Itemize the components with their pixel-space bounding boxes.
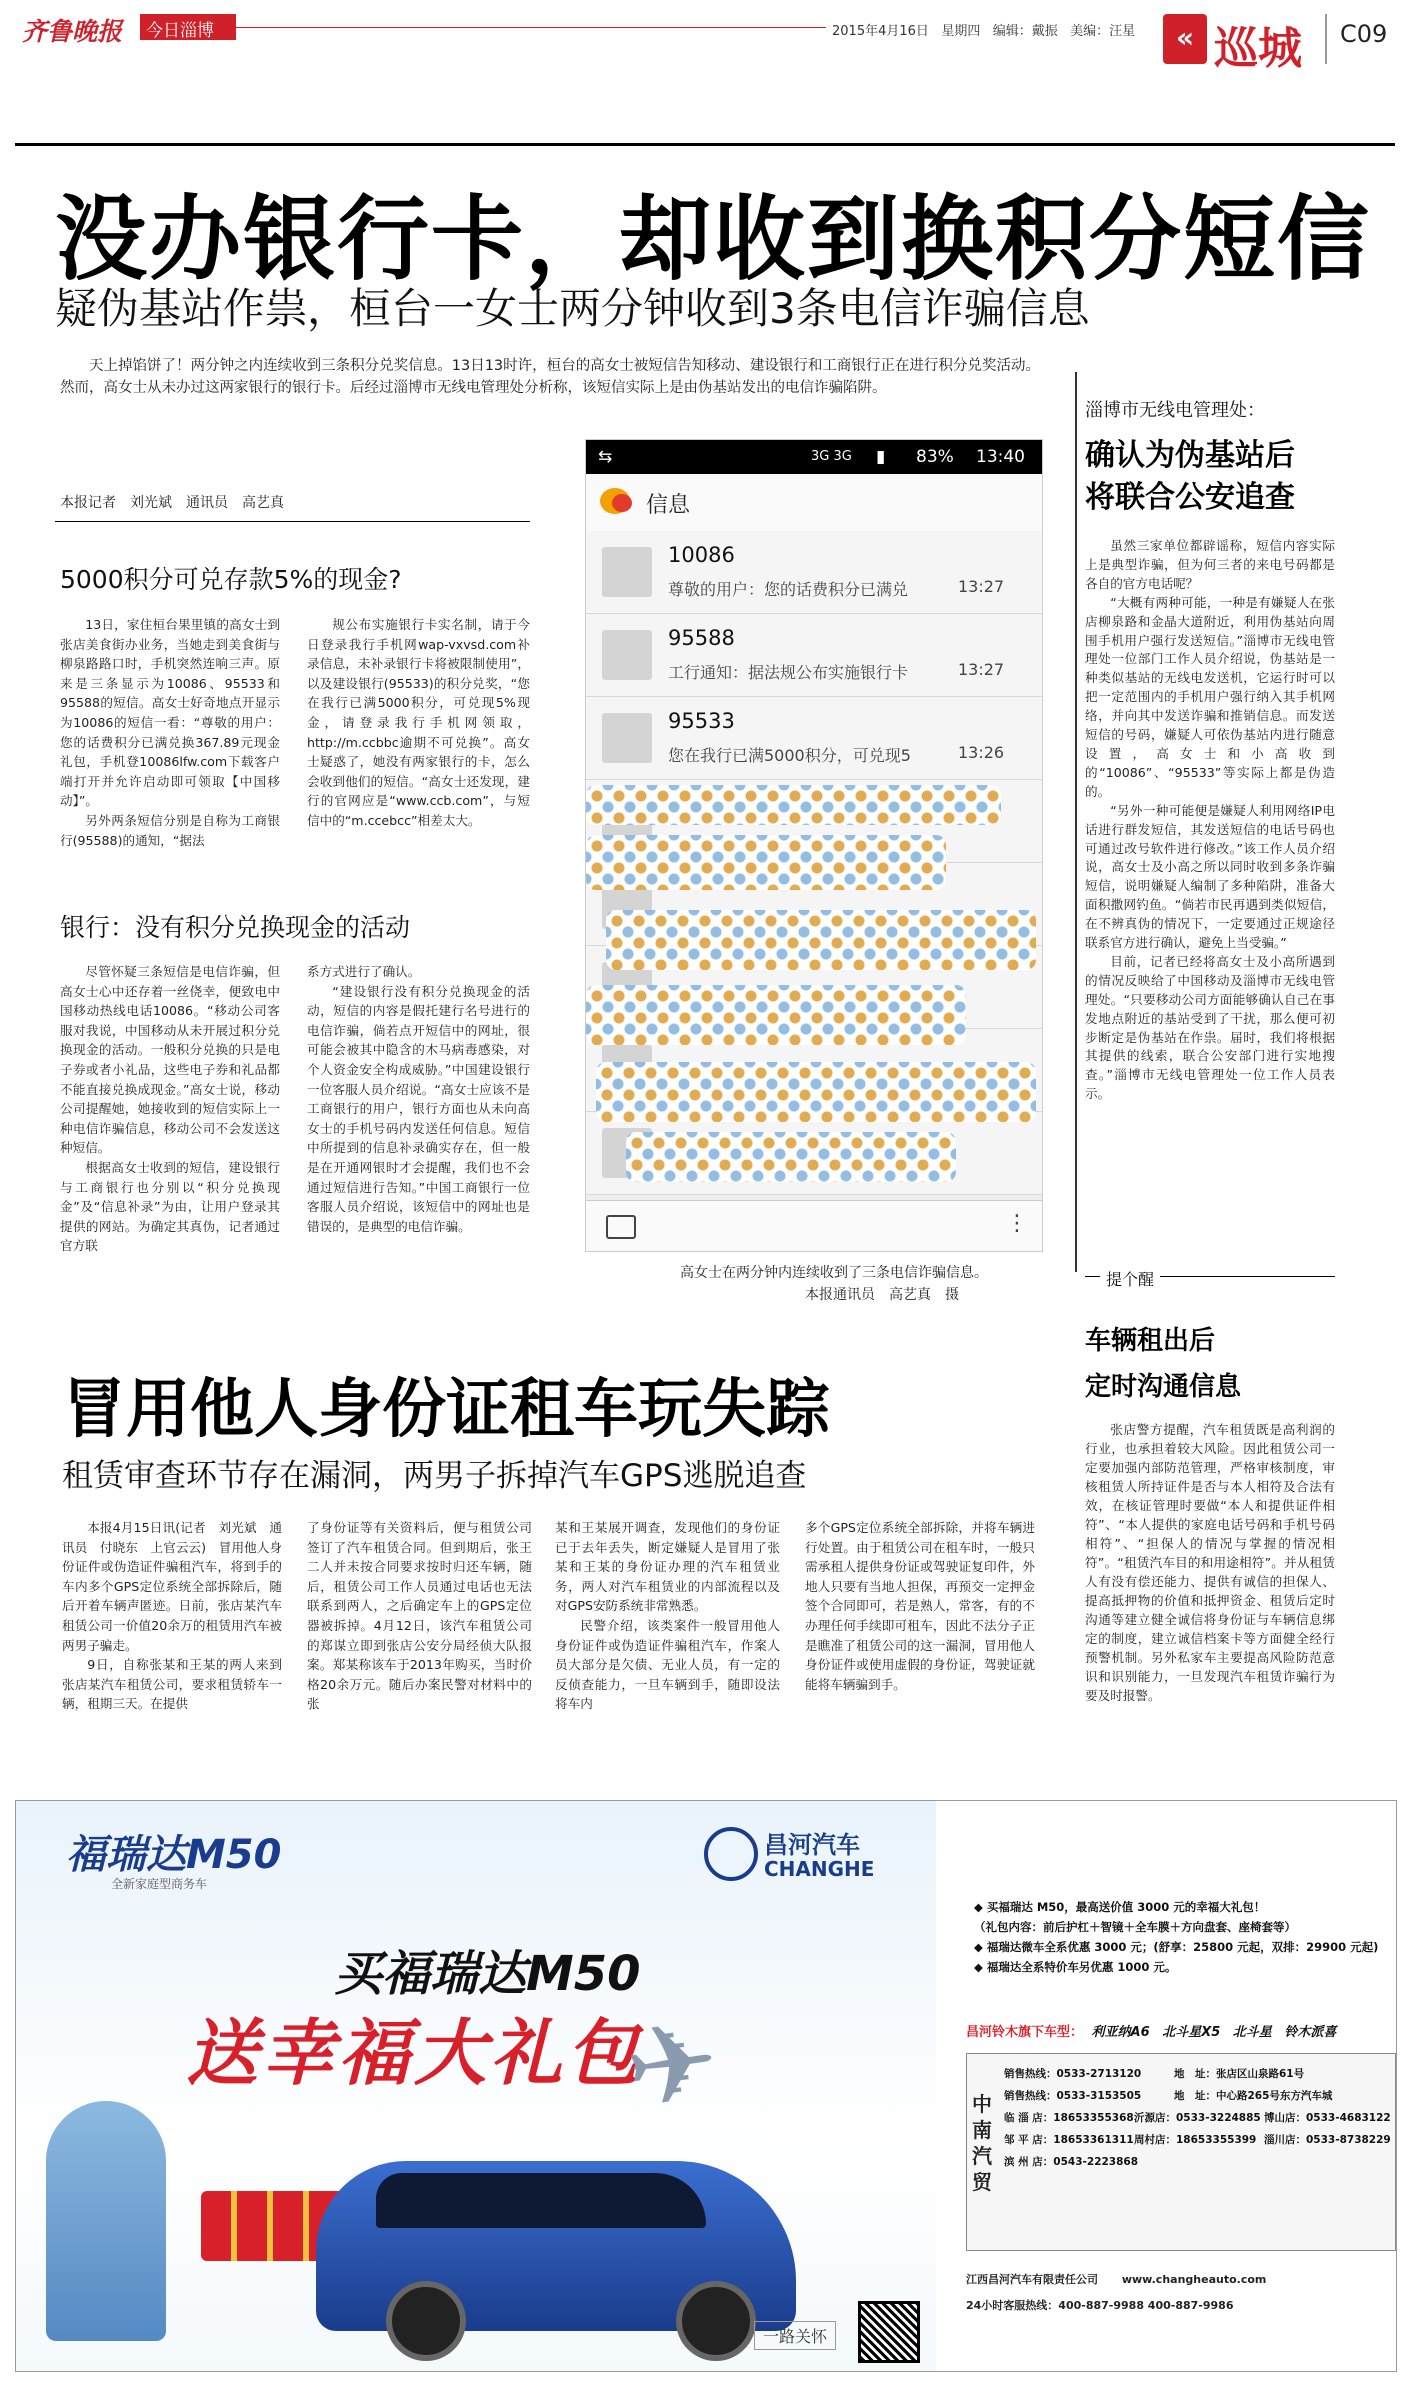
privacy-mosaic <box>586 785 1001 825</box>
column-chevron-icon: « <box>1163 14 1207 64</box>
masthead-paper: 齐鲁晚报 <box>22 17 123 46</box>
article2-col1: 本报4月15日讯(记者 刘光斌 通讯员 付晓东 上官云云) 冒用他人身份证件或伪造证件骗租汽车，将到手的车内多个GPS定位系统全部拆除后，随后开着车辆声匿迹。日前，张店某汽车租赁公司一价值20余万的租赁用汽车被两男子骗走。 9日，自称张某和王某的两人来到张店某汽车租赁公司，要求租赁轿车一辆，租期三天。在提供 <box>62 1520 282 1712</box>
ad-maker-en: CHANGHE <box>764 1857 875 1881</box>
ad-branch: 周村店：18653355399 <box>1134 2134 1257 2146</box>
article2-col4: 多个GPS定位系统全部拆除，并将车辆进行处置。由于租赁公司在租车时，一般只需承租人提供身份证或驾驶证复印件，外地人只要有当地人担保，再预交一定押金签个合同即可，若是熟人，常客，有的不办理任何手续即可租车，因此不法分子正是瞧准了租赁公司的这一漏洞，冒用他人身份证件或使用虚假的身份证，驾驶证就能将车辆骗到手。 <box>805 1520 1035 1692</box>
ad-lineup-model: 北斗星X5 <box>1162 2025 1221 2040</box>
compose-icon[interactable] <box>606 1215 636 1239</box>
header-date: 2015年4月16日 <box>832 24 929 39</box>
sidebar-kicker: 淄博市无线电管理处： <box>1085 400 1265 421</box>
ad-offer: ◆ 福瑞达全系特价车另优惠 1000 元。 <box>974 1960 1177 1974</box>
message-sender: 95533 <box>668 709 735 733</box>
message-time: 13:27 <box>958 660 1005 679</box>
phone-status-bar <box>586 440 1042 474</box>
privacy-mosaic <box>586 835 946 890</box>
message-preview: 您在我行已满5000积分，可兑现5 <box>668 746 911 765</box>
article2-subtitle: 租赁审查环节存在漏洞，两男子拆掉汽车GPS逃脱追查 <box>62 1458 807 1494</box>
ad-website: www.changheauto.com <box>1121 2273 1267 2286</box>
message-preview: 工行通知：据法规公布实施银行卡 <box>668 663 909 682</box>
column-divider <box>1325 14 1327 64</box>
app-title: 信息 <box>646 493 691 518</box>
byline-rule <box>55 521 530 522</box>
family-illustration <box>46 2101 166 2341</box>
battery-level: 83% <box>916 447 954 467</box>
qr-code-icon <box>858 2301 920 2363</box>
privacy-mosaic <box>586 985 966 1045</box>
article1-subtitle: 疑伪基站作祟，桓台一女士两分钟收到3条电信诈骗信息 <box>55 284 1090 333</box>
page-number: C09 <box>1340 20 1388 48</box>
header-weekday: 星期四 <box>941 24 981 39</box>
ad-lineup <box>966 2021 1394 2040</box>
ad-contacts <box>1004 2063 1392 2173</box>
sidebar-headline-1: 确认为伪基站后 <box>1085 438 1295 473</box>
ad-company-name: 江西昌河汽车有限责任公司 <box>966 2273 1098 2286</box>
article1-title: 没办银行卡，却收到换积分短信 <box>55 186 1372 293</box>
ad-contact-row <box>1004 2085 1392 2107</box>
car-advertisement <box>15 1800 1397 2372</box>
airplane-icon: ✈ <box>617 1995 727 2135</box>
article1-byline: 本报记者 刘光斌 通讯员 高艺真 <box>60 495 284 511</box>
message-time: 13:26 <box>958 743 1005 762</box>
ad-offer: （礼包内容：前后护杠＋智镜＋全车膜＋方向盘套、座椅套等） <box>974 1920 1296 1934</box>
car-windows <box>376 2173 706 2228</box>
privacy-mosaic <box>626 1132 956 1182</box>
ad-service-line: 销售热线：0533-3153505 <box>1004 2090 1142 2102</box>
sms-screenshot <box>585 439 1043 1252</box>
article2-title: 冒用他人身份证租车玩失踪 <box>62 1373 830 1447</box>
article1-sub1-col2: 规公布实施银行卡实名制，请于今日登录我行手机网wap-vxvsd.com补录信息，未补录银行卡将被限制使用”，以及建设银行(95533)的积分兑奖，“您在我行已满5000积分，可兑现5%现金，请登录我行手机网领取，http://m.ccbbc逾期不可兑换”。高女士疑惑了，她没有两家银行的卡，怎么会收到他们的短信。“高女士还发现，建行的官网应是“www.ccb.com”，与短信中的“m.ccebcc”相差太大。 <box>307 617 530 828</box>
ad-branch: 博山店：0533-4683122 <box>1264 2112 1391 2124</box>
header-designer: 美编：汪星 <box>1070 24 1136 39</box>
ad-sales-addr: 地 址：张店区山泉路61号 <box>1174 2068 1305 2080</box>
header-editor: 编辑：戴振 <box>992 24 1058 39</box>
message-sender: 95588 <box>668 626 735 650</box>
signal-bars-icon: ▮ <box>876 447 886 467</box>
changhe-logo-icon <box>704 1827 758 1881</box>
ad-slogan-1: 买福瑞达M50 <box>334 1946 641 2002</box>
ad-lineup-model: 北斗星 <box>1232 2025 1272 2040</box>
ad-maker-cn: 昌河汽车 <box>764 1831 860 1859</box>
car-wheel-icon <box>386 2281 466 2361</box>
message-time: 13:27 <box>958 577 1005 596</box>
overflow-menu-icon[interactable]: ⋮ <box>1006 1211 1028 1236</box>
article1-sub1-col1: 13日，家住桓台果里镇的高女士到张店美食街办业务，当她走到美食街与柳泉路路口时，手机突然连响三声。原来是三条显示为10086、95533和95588的短信。高女士好奇地点开显示为10086的短信一看：“尊敬的用户：您的话费积分已满兑换367.89元现金礼包，手机登10086lfw.com下载客户端打开并允许启动即可领取【中国移动】”。 另外两条短信分别是自称为工商银行(95588)的通知，“据法 <box>60 617 280 848</box>
ad-offers <box>974 1897 1384 1977</box>
ad-brand: 福瑞达M50 <box>66 1832 282 1878</box>
column-name: 巡城 <box>1214 23 1302 74</box>
masthead-rule-left <box>236 27 826 28</box>
ad-branch: 淄川店：0533-8738229 <box>1264 2134 1391 2146</box>
ad-lineup-label: 昌河铃木旗下车型： <box>966 2025 1084 2040</box>
photo-credit: 本报通讯员 高艺真 摄 <box>805 1287 959 1303</box>
ad-hotline: 24小时客服热线：400-887-9988 400-887-9986 <box>966 2299 1234 2312</box>
photo-caption: 高女士在两分钟内连续收到了三条电信诈骗信息。 <box>680 1265 988 1281</box>
contact-avatar-icon <box>602 713 652 763</box>
tip-label: 提个醒 <box>1100 1267 1160 1290</box>
message-row[interactable] <box>586 531 1042 614</box>
phone-bottom-bar <box>586 1200 1042 1252</box>
article1-subhead-1: 5000积分可兑存款5%的现金? <box>60 565 402 594</box>
ad-branch: 临 淄 店：18653355368 <box>1004 2112 1134 2124</box>
article1-subhead-2: 银行：没有积分兑换现金的活动 <box>60 913 411 942</box>
ad-branch: 邹 平 店：18653361311 <box>1004 2134 1134 2146</box>
message-row[interactable] <box>586 697 1042 780</box>
header-rule <box>15 143 1395 146</box>
ad-slogan-2: 送幸福大礼包 <box>186 2011 643 2095</box>
messaging-logo-icon-inner <box>612 494 632 512</box>
sidebar-rule <box>1075 372 1077 1272</box>
article1-lead: 天上掉馅饼了！两分钟之内连续收到三条积分兑奖信息。13日13时许，桓台的高女士被短信告知移动、建设银行和工商银行正在进行积分兑奖活动。然而，高女士从未办过这两家银行的银行卡。后经过淄博市无线电管理处分析称，该短信实际上是由伪基站发出的电信诈骗陷阱。 <box>60 358 1040 396</box>
ad-brand-tag: 全新家庭型商务车 <box>111 1877 208 1891</box>
ad-branch: 沂源店：0533-3224885 <box>1134 2112 1261 2124</box>
clock: 13:40 <box>976 447 1025 467</box>
ad-branch: 滨 州 店：0543-2223868 <box>1004 2156 1139 2168</box>
article1-sub2-col2: 系方式进行了确认。 “建设银行没有积分兑换现金的活动，短信的内容是假托建行名号进行的电信诈骗，倘若点开短信中的网址，很可能会被其中隐含的木马病毒感染，对个人资金安全构成威胁。”中国建设银行一位客服人员介绍说。“高女士应该不是工商银行的用户，银行方面也从未向高女士的手机号码内发送任何信息。短信中所提到的信息补录确实存在，但一般是在开通网银时才会提醒，我们也不会通过短信进行告知。”中国工商银行一位客服人员介绍说，该短信中的网址也是错误的，是典型的电信诈骗。 <box>307 964 530 1234</box>
messaging-app-bar <box>586 474 1042 532</box>
usb-icon: ⇆ <box>598 447 613 467</box>
ad-contact-row <box>1004 2107 1392 2129</box>
ad-contact-row <box>1004 2063 1392 2085</box>
article1-sub2-col1: 尽管怀疑三条短信是电信诈骗，但高女士心中还存着一丝侥幸，便致电中国移动热线电话10086。“移动公司客服对我说，中国移动从未开展过积分兑换现金的活动。一般积分兑换的只是电子券或者小礼品，这些电子券和礼品都不能直接兑换成现金。”高女士说，移动公司提醒她，她接收到的短信实际上一种电信诈骗信息，移动公司不会发送这种短信。 根据高女士收到的短信，建设银行与工商银行也分别以“积分兑换现金”及“信息补录”为由，让用户登录其提供的网站。为确定其真伪，记者通过官方联 <box>60 964 280 1254</box>
ad-company <box>966 2271 1394 2287</box>
message-preview: 尊敬的用户：您的话费积分已满兑 <box>668 580 909 599</box>
article2-col2: 了身份证等有关资料后，便与租赁公司签订了汽车租赁合同。但到期后，张王二人并未按合同要求按时归还车辆，随后，租赁公司工作人员通过电话也无法联系到两人，之后确定车上的GPS定位器被拆掉。4月12日，该汽车租赁公司的郑谋立即到张店公安分局经侦大队报案。郑某称该车于2013年购买，当时价格20余万元。随后办案民警对材料中的张 <box>307 1520 532 1712</box>
privacy-mosaic <box>596 1062 1036 1122</box>
message-sender: 10086 <box>668 543 735 567</box>
tip-headline-1: 车辆租出后 <box>1085 1326 1216 1356</box>
ad-lineup-model: 利亚纳A6 <box>1091 2025 1150 2040</box>
ad-offer: ◆ 买福瑞达 M50，最高送价值 3000 元的幸福大礼包！ <box>974 1900 1266 1914</box>
article2-col3: 某和王某展开调查，发现他们的身份证已于去年丢失，断定嫌疑人是冒用了张某和王某的身份证办理的汽车租赁业务，两人对汽车租赁业的内部流程以及对GPS安防系统非常熟悉。 民警介绍，该类案件一般冒用他人身份证件或伪造证件骗租汽车，作案人员大部分是欠债、无业人员，有一定的反侦查能力，一旦车辆到手，随即设法将车内 <box>555 1520 780 1712</box>
header-meta <box>832 20 1135 39</box>
sidebar-body: 虽然三家单位都辟谣称，短信内容实际上是典型诈骗，但为何三者的来电号码都是各自的官方电话呢？ “大概有两种可能，一种是有嫌疑人在张店柳泉路和金晶大道附近，利用伪基站向周围手机用户强行发送短信。”淄博市无线电管理处一位部门工作人员介绍说，伪基站是一种类似基站的无线电发送机，它运行时可以把一定范围内的手机用户强行纳入其手机网络，并向其中发送诈骗和推销信息。而发送短信的号码，嫌疑人可依伪基站内进行随意设置，高女士和小高收到的“10086”、“95533”等实际上都是伪造的。 “另外一种可能便是嫌疑人利用网络IP电话进行群发短信，其发送短信的电话号码也可通过改号软件进行修改。”该工作人员介绍说，高女士及小高之所以同时收到多条诈骗短信，说明嫌疑人编制了多种陷阱，准备大面积撒网钓鱼。“倘若市民再遇到类似短信，在不辨真伪的情况下，一定要通过正规途径联系官方进行确认，避免上当受骗。” 目前，记者已经将高女士及小高所遇到的情况反映给了中国移动及淄博市无线电管理处。“只要移动公司方面能够确认自己在事发地点附近的基站受到了干扰，那么便可初步断定是伪基站在作祟。届时，我们将根据其提供的线索，联合公安部门进行实地搜查。”淄博市无线电管理处一位工作人员表示。 <box>1085 538 1335 1102</box>
contact-avatar-icon <box>602 547 652 597</box>
ad-offer: ◆ 福瑞达微车全系优惠 3000 元；(舒享：25800 元起，双排：29900 元起) <box>974 1940 1379 1954</box>
sidebar-headline-2: 将联合公安追查 <box>1085 480 1295 515</box>
contact-avatar-icon <box>602 630 652 680</box>
ad-service-addr: 地 址：中心路265号东方汽车城 <box>1174 2090 1333 2102</box>
ad-contact-row <box>1004 2151 1392 2173</box>
ad-lineup-model: 铃木派喜 <box>1284 2025 1337 2040</box>
message-row[interactable] <box>586 614 1042 697</box>
tip-body: 张店警方提醒，汽车租赁既是高利润的行业，也承担着较大风险。因此租赁公司一定要加强内部防范管理，严格审核制度，审核租赁人所持证件是否与本人相符及合法有效，在核证管理时要做“本人和提供证件相符”、“本人提供的家庭电话号码和手机号码相符”、“担保人的情况与掌握的情况相符”。“租赁汽车目的和用途相符”。并从租赁人有没有偿还能力、提供有诚信的担保人、提高抵押物的价值和抵押资金、租赁后定时沟通等建立健全诚信将身份证与车辆信息绑定的制度，建立诚信档案卡等方面健全经行预警机制。另外私家车主要提高风险防范意识和识别能力，一旦发现汽车租赁诈骗行为要及时报警。 <box>1085 1422 1335 1703</box>
ad-contact-row <box>1004 2129 1392 2151</box>
car-wheel-icon <box>676 2281 756 2361</box>
ad-car-badge: 一路关怀 <box>754 2321 836 2350</box>
signal-indicator: 3G 3G <box>811 449 852 464</box>
ad-dealer: 中南汽贸 <box>972 2092 992 2194</box>
masthead-section: 今日淄博 <box>146 21 214 41</box>
tip-headline-2: 定时沟通信息 <box>1085 1372 1242 1402</box>
ad-sales-line: 销售热线：0533-2713120 <box>1004 2068 1142 2080</box>
privacy-mosaic <box>606 910 1036 970</box>
